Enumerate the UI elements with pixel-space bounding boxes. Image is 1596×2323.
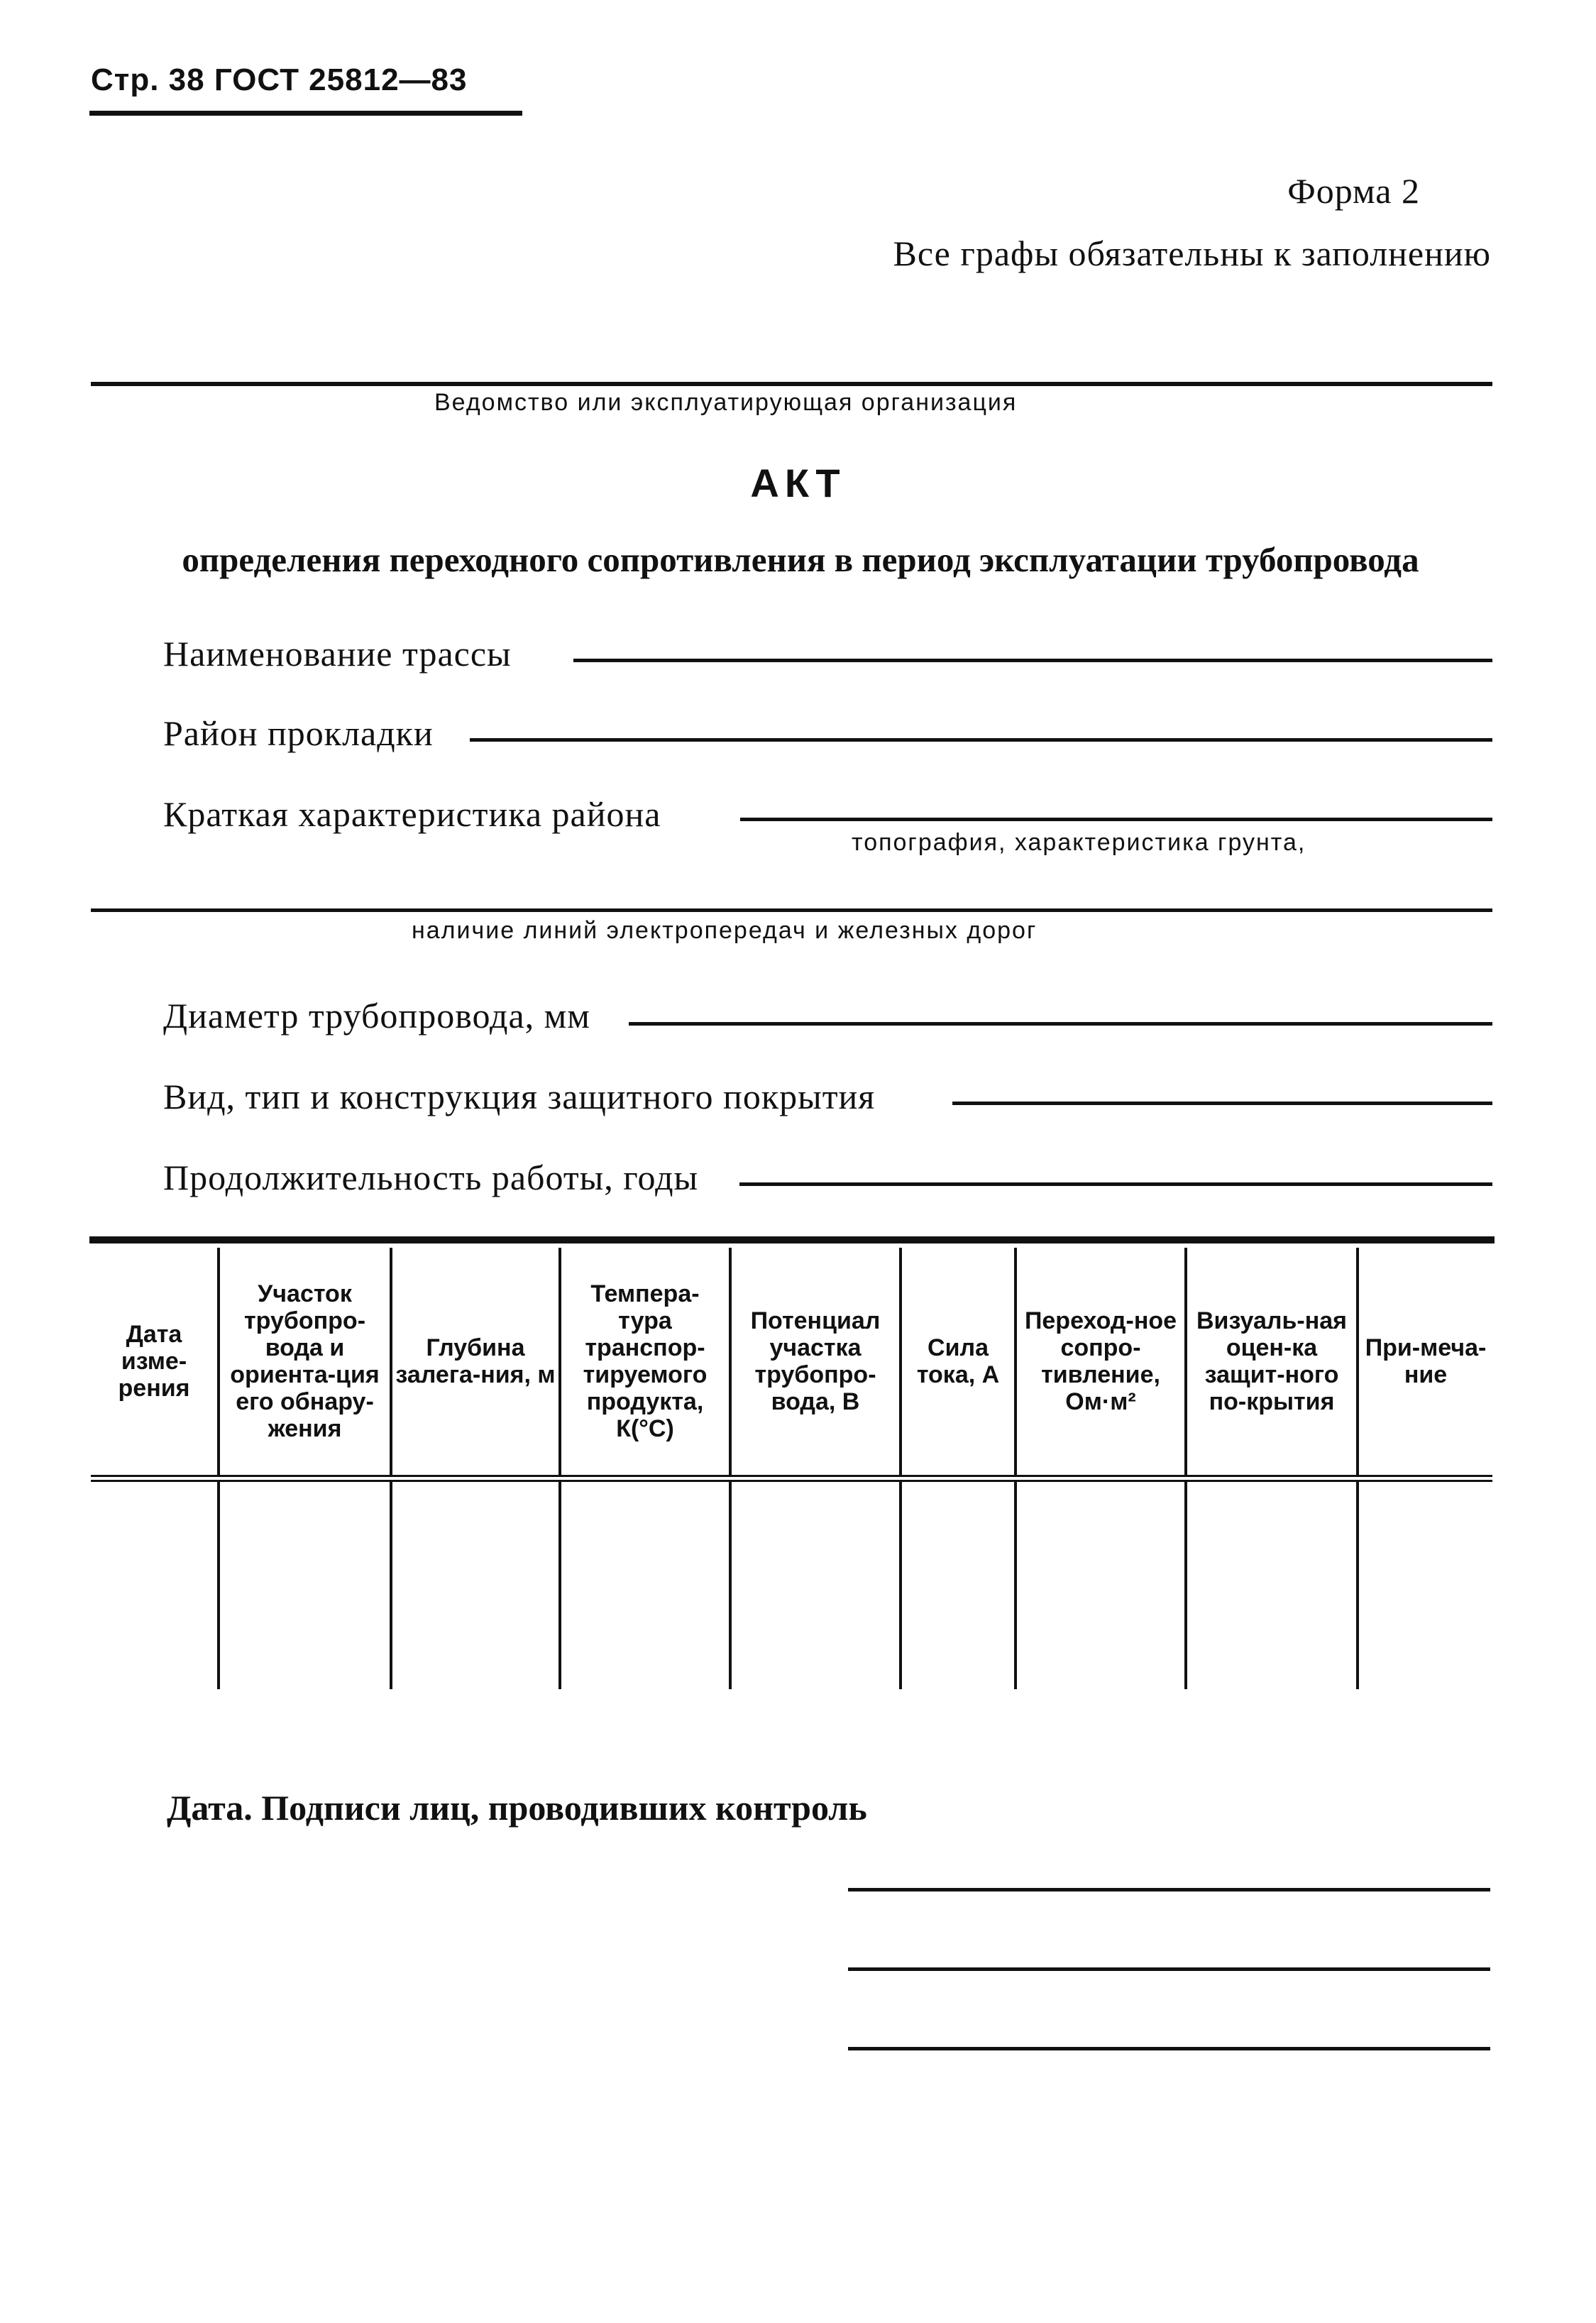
cell-date[interactable] (91, 1478, 219, 1689)
document-title: АКТ (750, 461, 846, 505)
cell-resistance[interactable] (1016, 1478, 1186, 1689)
signature-line-2[interactable] (848, 1967, 1490, 1971)
signature-line-1[interactable] (848, 1888, 1490, 1891)
laying-area-line[interactable] (470, 738, 1492, 742)
table-top-rule (89, 1236, 1495, 1243)
table-header-row (91, 1248, 1492, 1478)
signature-line-3[interactable] (848, 2047, 1490, 2050)
area-summary-hint: топография, характеристика грунта, (852, 829, 1306, 856)
cell-depth[interactable] (391, 1478, 560, 1689)
pipe-diameter-label: Диаметр трубопровода, мм (163, 996, 590, 1036)
route-name-label: Наименование трассы (163, 634, 512, 674)
cell-temperature[interactable] (560, 1478, 730, 1689)
col-temperature: Темпера-тура транспор-тируемого продукта, К(°С) (560, 1248, 730, 1478)
col-current: Сила тока, А (901, 1248, 1016, 1478)
cell-section[interactable] (219, 1478, 391, 1689)
col-notes: При-меча-ние (1358, 1248, 1492, 1478)
header-underline (89, 111, 522, 116)
cell-current[interactable] (901, 1478, 1016, 1689)
col-date: Дата изме-рения (118, 1321, 190, 1402)
col-depth: Глубина залега-ния, м (391, 1248, 560, 1478)
route-name-line[interactable] (573, 659, 1492, 662)
area-summary-line[interactable] (740, 818, 1492, 821)
col-section: Участок трубопро-вода и ориента-ция его обнару-жения (219, 1248, 391, 1478)
laying-area-label: Район прокладки (163, 713, 434, 753)
area-summary-hint-2: наличие линий электропередач и железных дорог (412, 917, 1038, 944)
coating-line[interactable] (952, 1102, 1492, 1105)
col-resistance: Переход-ное сопро-тивление, Ом·м² (1016, 1248, 1186, 1478)
col-coating-assessment: Визуаль-ная оцен-ка защит-ного по-крытия (1186, 1248, 1358, 1478)
pipe-diameter-line[interactable] (629, 1022, 1492, 1026)
service-years-line[interactable] (739, 1182, 1492, 1186)
area-summary-line-2[interactable] (91, 908, 1492, 912)
cell-notes[interactable] (1358, 1478, 1492, 1689)
measurement-table (91, 1248, 1492, 1689)
form-number: Форма 2 (1287, 171, 1420, 211)
form-note: Все графы обязательны к заполнению (893, 234, 1491, 273)
area-summary-label: Краткая характеристика района (163, 794, 661, 834)
signature-label: Дата. Подписи лиц, проводивших контроль (167, 1788, 867, 1828)
service-years-label: Продолжительность работы, годы (163, 1158, 699, 1197)
cell-potential[interactable] (730, 1478, 901, 1689)
table-row (91, 1478, 1492, 1689)
coating-label: Вид, тип и конструкция защитного покрытия (163, 1077, 876, 1116)
cell-coating-assessment[interactable] (1186, 1478, 1358, 1689)
organization-line[interactable] (91, 382, 1492, 386)
page-header: Стр. 38 ГОСТ 25812—83 (91, 62, 468, 97)
col-potential: Потенциал участка трубопро-вода, В (730, 1248, 901, 1478)
document-subtitle: определения переходного сопротивления в период эксплуатации трубопровода (182, 540, 1419, 579)
organization-caption: Ведомство или эксплуатирующая организация (434, 389, 1018, 416)
